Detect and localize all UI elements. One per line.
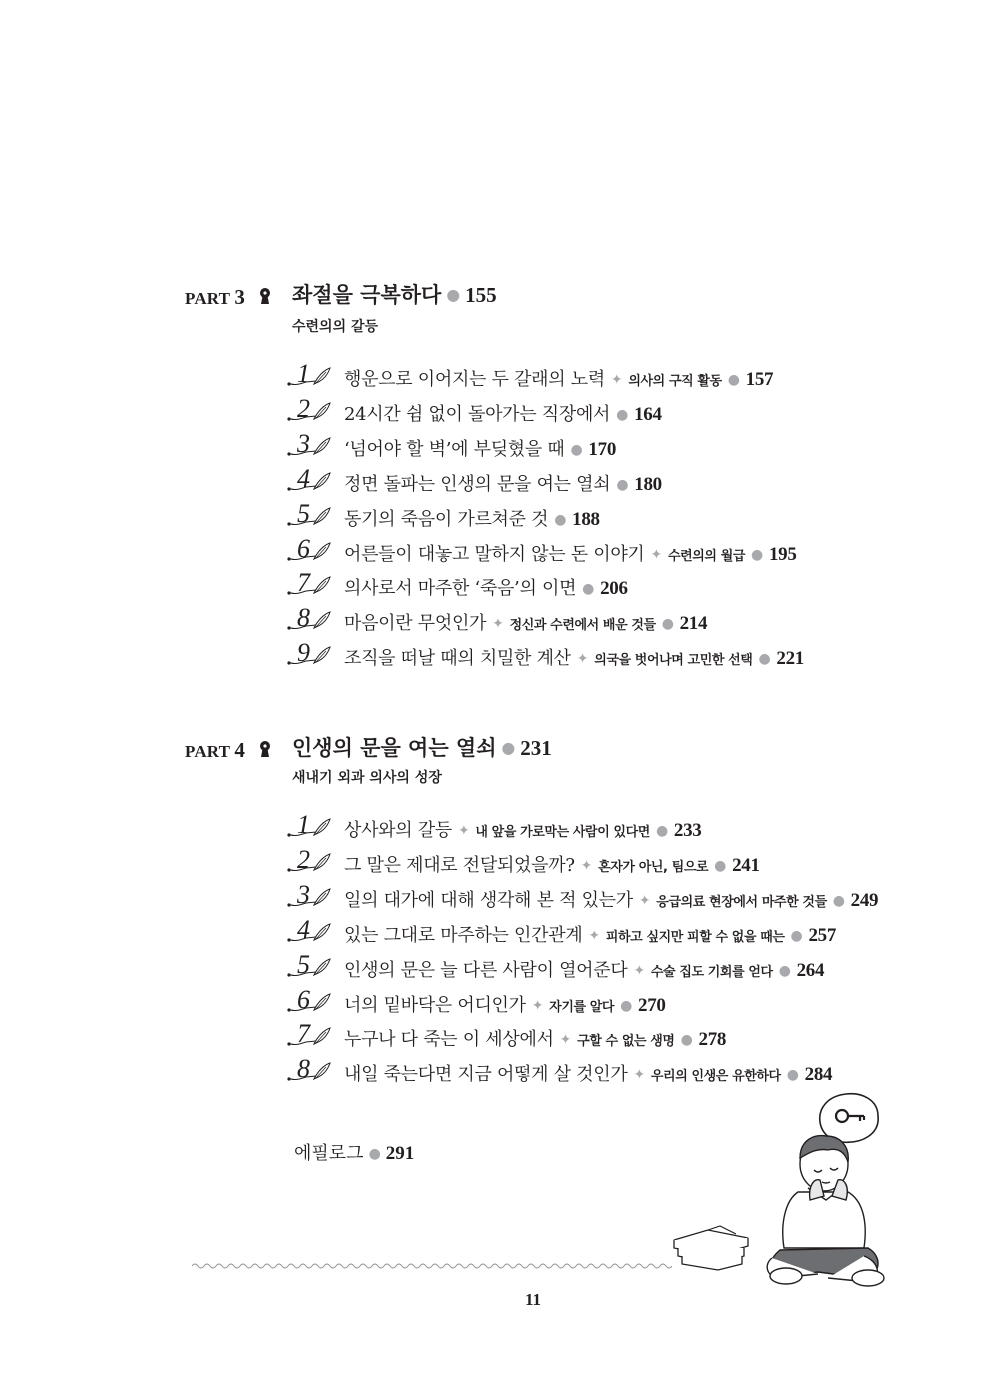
- epilogue-title: 에필로그: [294, 1143, 364, 1164]
- bullet-dot-icon: ●: [368, 1146, 381, 1162]
- entry-number: 7: [297, 568, 310, 598]
- entry-subtitle: 의사의 구직 활동: [628, 374, 722, 389]
- entry-page-number: 157: [745, 369, 774, 390]
- bullet-dot-icon: ●: [570, 441, 583, 458]
- bullet-dot-icon: ●: [680, 1032, 693, 1049]
- bullet-dot-icon: ●: [620, 997, 633, 1014]
- part-label: [185, 285, 245, 310]
- keyhole-icon: [259, 740, 271, 760]
- star-separator-icon: ✦: [492, 616, 504, 633]
- entry-text: [344, 851, 760, 877]
- entry-text: [344, 956, 824, 982]
- entry-title: 너의 밑바닥은 어디인가: [344, 994, 526, 1016]
- entry-text: [344, 365, 773, 391]
- quill-pen-icon: [286, 359, 332, 390]
- bullet-dot-icon: ●: [582, 581, 595, 598]
- entry-text: [344, 609, 707, 635]
- boy-figure: [767, 1136, 884, 1286]
- part-word: PART: [185, 289, 230, 308]
- entry-text: [344, 470, 662, 496]
- bullet-dot-icon: ●: [661, 616, 674, 633]
- part-title-text: 인생의 문을 여는 열쇠: [292, 736, 497, 760]
- entry-subtitle: 수술 집도 기회를 얻다: [650, 964, 773, 980]
- entry-number: 3: [297, 428, 310, 458]
- part-number: 3: [234, 285, 246, 309]
- entry-subtitle: 구할 수 없는 생명: [577, 1034, 675, 1050]
- entry-subtitle: 의국을 벗어나며 고민한 선택: [594, 653, 753, 669]
- entry-number: 6: [297, 533, 310, 563]
- entry-page-number: 195: [768, 543, 797, 565]
- entry-title: 마음이란 무엇인가: [344, 613, 487, 635]
- part-title-text: 좌절을 극복하다: [292, 283, 442, 307]
- bullet-dot-icon: ●: [758, 651, 771, 668]
- entry-page-number: 270: [638, 994, 666, 1016]
- entry-subtitle: 혼자가 아닌, 팀으로: [598, 859, 709, 875]
- entry-page-number: 188: [572, 508, 600, 530]
- bullet-dot-icon: ●: [751, 546, 763, 563]
- entry-text: [344, 1025, 726, 1051]
- quill-pen-icon: [286, 463, 332, 495]
- entry-text: [344, 505, 600, 531]
- entry-number: 1: [297, 810, 310, 839]
- entry-text: [344, 435, 616, 461]
- bullet-dot-icon: ●: [501, 737, 516, 757]
- entry-text: [344, 1060, 832, 1086]
- entry-page-number: 264: [796, 959, 825, 981]
- part-number: 4: [234, 738, 246, 762]
- entry-number: 2: [297, 844, 310, 874]
- entry-number: 4: [297, 914, 310, 944]
- entry-subtitle: 자기를 알다: [549, 999, 615, 1015]
- footer-decorative-rule: [192, 1262, 722, 1270]
- entry-page-number: 278: [698, 1029, 727, 1051]
- entry-subtitle: 피하고 싶지만 피할 수 없을 때는: [605, 929, 785, 945]
- epilogue-page-number: 291: [385, 1143, 415, 1164]
- entry-title: 일의 대가에 대해 생각해 본 적 있는가: [344, 889, 633, 911]
- entry-text: [344, 991, 666, 1017]
- epilogue-entry[interactable]: [294, 1139, 414, 1165]
- entry-number: 6: [297, 984, 310, 1014]
- entry-text: [344, 644, 804, 670]
- star-separator-icon: ✦: [580, 857, 593, 874]
- entry-page-number: 180: [634, 473, 662, 495]
- entry-title: 행운으로 이어지는 두 갈래의 노력: [344, 369, 605, 390]
- entry-title: 인생의 문은 늘 다른 사람이 열어준다: [344, 959, 628, 981]
- entry-title: 있는 그대로 마주하는 인간관계: [344, 924, 583, 946]
- entry-text: [344, 400, 662, 426]
- entry-page-number: 249: [850, 889, 879, 911]
- entry-text: [344, 816, 701, 842]
- entry-page-number: 257: [808, 924, 837, 946]
- part-word: PART: [185, 742, 230, 761]
- quill-pen-icon: [286, 879, 332, 911]
- entry-number: 2: [297, 393, 310, 423]
- bullet-dot-icon: ●: [616, 406, 629, 423]
- entry-page-number: 241: [732, 854, 760, 876]
- entry-title: 24시간 쉼 없이 돌아가는 직장에서: [344, 403, 611, 425]
- entry-number: 7: [297, 1019, 310, 1049]
- quill-pen-icon: [286, 498, 332, 530]
- entry-page-number: 206: [600, 578, 628, 600]
- entry-title: 누구나 다 죽는 이 세상에서: [344, 1029, 554, 1051]
- star-separator-icon: ✦: [576, 651, 589, 668]
- bullet-dot-icon: ●: [778, 962, 791, 979]
- entry-title: 내일 죽는다면 지금 어떻게 살 것인가: [344, 1064, 628, 1086]
- star-separator-icon: ✦: [457, 823, 470, 839]
- part-page-number: 231: [520, 736, 552, 760]
- bullet-dot-icon: ●: [727, 372, 740, 388]
- bullet-dot-icon: ●: [616, 476, 629, 493]
- part-title[interactable]: [292, 279, 497, 309]
- bullet-dot-icon: ●: [655, 823, 668, 839]
- quill-pen-icon: [286, 603, 332, 634]
- star-separator-icon: ✦: [531, 997, 544, 1014]
- entry-page-number: 221: [776, 648, 804, 670]
- part-title[interactable]: [292, 732, 552, 762]
- keyhole-icon: [259, 287, 271, 307]
- entry-number: 8: [297, 603, 310, 633]
- entry-number: 4: [297, 463, 310, 493]
- star-separator-icon: ✦: [633, 962, 645, 979]
- entry-title: 의사로서 마주한 ‘죽음’의 이면: [344, 578, 577, 600]
- entry-text: [344, 886, 878, 912]
- entry-title: 상사와의 갈등: [344, 820, 452, 841]
- quill-pen-icon: [286, 844, 332, 876]
- entry-page-number: 233: [673, 820, 702, 841]
- quill-pen-icon: [286, 1019, 332, 1050]
- bullet-dot-icon: ●: [832, 892, 845, 909]
- entry-subtitle: 정신과 수련에서 배운 것들: [509, 618, 656, 634]
- star-separator-icon: ✦: [650, 546, 662, 563]
- bullet-dot-icon: ●: [446, 284, 461, 304]
- entry-subtitle: 내 앞을 가로막는 사람이 있다면: [475, 825, 650, 840]
- star-separator-icon: ✦: [559, 1032, 572, 1049]
- entry-number: 3: [297, 879, 310, 909]
- entry-page-number: 284: [804, 1064, 833, 1086]
- entry-page-number: 170: [588, 438, 617, 460]
- entry-title: 어른들이 대놓고 말하지 않는 돈 이야기: [344, 543, 645, 565]
- bullet-dot-icon: ●: [786, 1067, 799, 1084]
- entry-title: 동기의 죽음이 가르쳐준 것: [344, 508, 549, 530]
- part-page-number: 155: [465, 283, 497, 307]
- entry-title: 정면 돌파는 인생의 문을 여는 열쇠: [344, 473, 611, 495]
- quill-pen-icon: [286, 638, 332, 669]
- bullet-dot-icon: ●: [554, 511, 567, 528]
- quill-pen-icon: [286, 568, 332, 599]
- entry-title: 조직을 떠날 때의 치밀한 계산: [344, 648, 571, 670]
- part-subtitle: 수련의의 갈등: [292, 319, 379, 335]
- star-separator-icon: ✦: [588, 927, 600, 944]
- quill-pen-icon: [286, 914, 332, 946]
- part-label: [185, 738, 245, 763]
- quill-pen-icon: [286, 810, 332, 841]
- entry-title: ‘넘어야 할 벽’에 부딪혔을 때: [344, 438, 565, 460]
- entry-subtitle: 응급의료 현장에서 마주한 것들: [656, 894, 827, 910]
- bullet-dot-icon: ●: [714, 857, 727, 874]
- entry-subtitle: 수련의의 월급: [667, 548, 746, 564]
- entry-page-number: 164: [634, 403, 662, 425]
- entry-subtitle: 우리의 인생은 유한하다: [650, 1069, 781, 1085]
- bullet-dot-icon: ●: [790, 927, 803, 944]
- quill-pen-icon: [286, 533, 332, 565]
- quill-pen-icon: [286, 428, 332, 460]
- entry-text: [344, 574, 628, 600]
- entry-text: [344, 921, 836, 947]
- star-separator-icon: ✦: [633, 1067, 645, 1084]
- part-subtitle: 새내기 외과 의사의 성장: [292, 770, 442, 786]
- quill-pen-icon: [286, 949, 332, 981]
- entry-title: 그 말은 제대로 전달되었을까?: [344, 854, 575, 876]
- star-separator-icon: ✦: [638, 892, 651, 909]
- entry-number: 9: [297, 638, 310, 668]
- quill-pen-icon: [286, 1054, 332, 1085]
- entry-number: 1: [297, 359, 310, 388]
- entry-page-number: 214: [679, 613, 708, 635]
- star-separator-icon: ✦: [610, 372, 623, 388]
- entry-text: [344, 540, 797, 566]
- page-number: 11: [524, 1290, 542, 1309]
- quill-pen-icon: [286, 984, 332, 1016]
- entry-number: 8: [297, 1054, 310, 1084]
- entry-number: 5: [297, 498, 310, 528]
- entry-number: 5: [297, 949, 310, 979]
- quill-pen-icon: [286, 393, 332, 425]
